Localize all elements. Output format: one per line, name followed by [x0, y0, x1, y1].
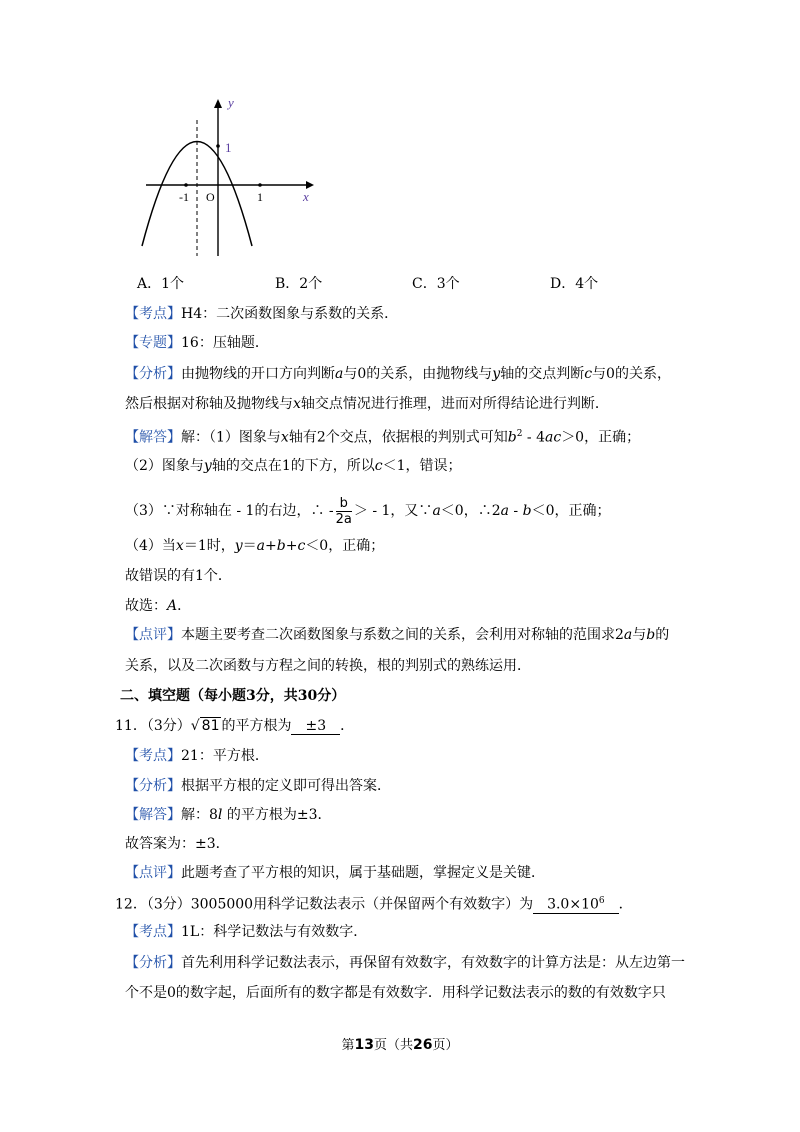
y-axis-label: y [228, 95, 234, 110]
q11-guda: 故答案为：±3． [125, 836, 230, 852]
origin-label: O [206, 190, 215, 204]
dianping-tag: 【点评】 [125, 627, 181, 643]
q10-dianping-line1: 【点评】本题主要考查二次函数图象与系数之间的关系，会利用对称轴的范围求2a与b的 [125, 627, 670, 643]
q10-zhuanti: 【专题】16：压轴题． [125, 335, 269, 351]
page-footer: 第13页（共26页） [341, 1037, 459, 1053]
q10-jieda-line3: （3）∵对称轴在 - 1的右边，∴ - $\frac{b}{2a}$ ＞ - 1，又∵a＜0，∴2a - b＜0，正确； [125, 495, 611, 527]
kaodian-tag: 【考点】 [125, 306, 181, 322]
q10-jieda-line5: 故错误的有1个． [125, 568, 232, 584]
sqrt-81: √ 81 [190, 718, 220, 734]
tick-pos-one [258, 183, 262, 187]
page-total: 26 [413, 1037, 433, 1053]
q12-stem: 12．（3分）3005000用科学记数法表示（并保留两个有效数字）为 $3.0\times 10^6$ ． [115, 893, 633, 915]
q12-fenxi-line2: 个不是0的数字起，后面所有的数字都是有效数字．用科学记数法表示的数的有效数字只 [125, 985, 666, 1001]
fenxi-tag: 【分析】 [125, 366, 181, 382]
pos-one-label: 1 [257, 190, 263, 204]
zhuanti-tag: 【专题】 [125, 335, 181, 351]
page-number: 13 [354, 1037, 374, 1053]
fraction-b-over-2a: $\frac{b}{2a}$ [335, 495, 352, 527]
q11-jieda: 【解答】解：8l 的平方根为±3． [125, 807, 332, 823]
q10-kaodian: 【考点】H4：二次函数图象与系数的关系． [125, 306, 399, 322]
section-title: 二、填空题（每小题3分，共30分） [120, 688, 346, 704]
jieda-tag: 【解答】 [125, 429, 181, 446]
q10-jieda-line2: （2）图象与y轴的交点在1的下方，所以c＜1，错误； [125, 458, 462, 474]
q10-fenxi-line2: 然后根据对称轴及抛物线与x轴交点情况进行推理，进而对所得结论进行判断． [125, 396, 609, 412]
q10-jieda-line1: 【解答】解：（1）图象与x轴有2个交点，依据根的判别式可知$b^2 - 4ac>0$，正确； [125, 429, 641, 446]
y-one-label: 1 [225, 140, 232, 155]
parabola-graph [138, 90, 328, 260]
x-axis [146, 181, 314, 189]
option-a: A．1个 [137, 276, 185, 292]
q10-dianping-line2: 关系，以及二次函数与方程之间的转换，根的判别式的熟练运用． [125, 658, 531, 674]
q11-stem: 11．（3分）√ 81 的平方根为 ±3 ． [115, 718, 355, 734]
q10-fenxi-line1: 【分析】由抛物线的开口方向判断a与0的关系，由抛物线与y轴的交点判断c与0的关系， [125, 366, 671, 382]
option-b: B．2个 [275, 276, 323, 292]
q10-jieda-line4: （4）当x＝1时，y＝a+b+c＜0，正确； [125, 538, 385, 554]
q11-dianping: 【点评】此题考查了平方根的知识，属于基础题，掌握定义是关键． [125, 865, 545, 881]
x-axis-label: x [303, 189, 309, 204]
tick-neg-one [184, 183, 188, 187]
q10-jieda-line6: 故选：A． [125, 598, 192, 614]
neg-one-label: -1 [179, 190, 189, 204]
option-c: C．3个 [412, 276, 460, 292]
q12-fenxi-line1: 【分析】首先利用科学记数法表示，再保留有效数字，有效数字的计算方法是：从左边第一 [125, 955, 685, 971]
q12-kaodian: 【考点】1L：科学记数法与有效数字． [125, 924, 368, 940]
y-axis [214, 99, 222, 256]
q11-answer: ±3 [291, 718, 340, 735]
option-d: D．4个 [550, 276, 599, 292]
q11-kaodian: 【考点】21：平方根． [125, 748, 269, 764]
q11-fenxi: 【分析】根据平方根的定义即可得出答案． [125, 778, 391, 794]
tick-y-one [216, 144, 220, 148]
q12-answer: $3.0\times 10^6$ [533, 893, 619, 914]
